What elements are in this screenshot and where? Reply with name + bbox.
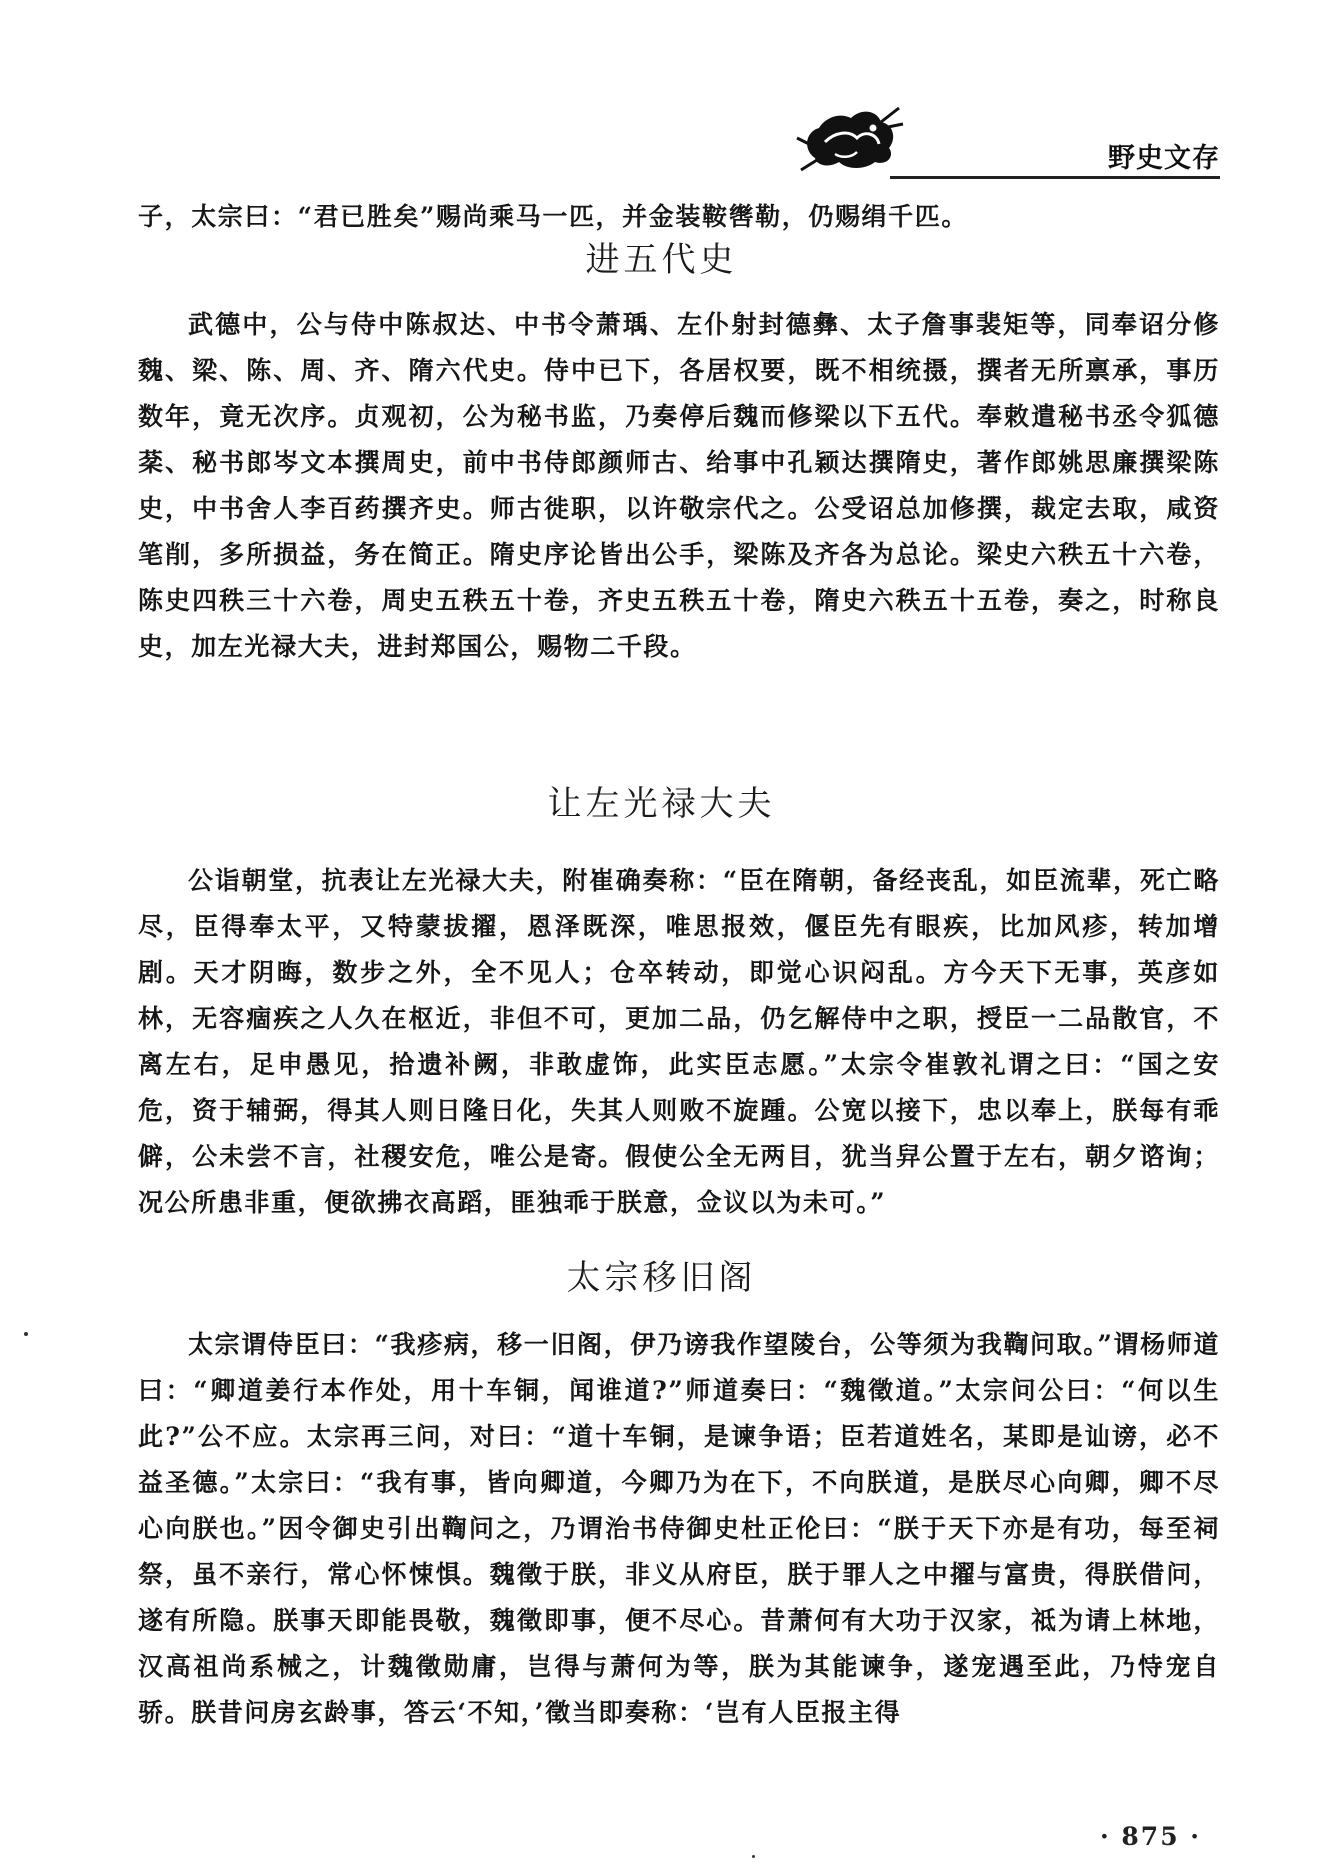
page-header [795,98,1220,180]
section-body: 太宗谓侍臣曰：“我疹病，移一旧阁，伊乃谤我作望陵台，公等须为我鞫问取。”谓杨师道曰：“卿道姜行本作处，用十车铜，闻谁道?”师道奏曰：“魏徵道。”太宗问公曰：“何以生此?”公不应。太宗再三问，对曰：“道十车铜，是谏争语；臣若道姓名，某即是讪谤，必不益圣德。”太宗曰：“我有事，皆向卿道，今卿乃为在下，不向朕道，是朕尽心向卿，卿不尽心向朕也。”因令御史引出鞫问之，乃谓治书侍御史杜正伦曰：“朕于天下亦是有功，每至祠祭，虽不亲行，常心怀悚惧。魏徵于朕，非义从府臣，朕于罪人之中擢与富贵，得朕借问，遂有所隐。朕事天即能畏敬，魏徵即事，便不尽心。昔萧何有大功于汉家，祗为请上林地，汉高祖尚系械之，计魏徵勋庸，岂得与萧何为等，朕为其能谏争，遂宠遇至此，乃恃宠自骄。朕昔问房玄龄事，答云‘不知，’徵当即奏称：‘岂有人臣报主得 [138,1330,1220,1727]
page-number: · 875 · [1100,1822,1201,1851]
section-heading: 让左光禄大夫 [547,784,776,824]
section-heading: 进五代史 [585,240,738,280]
continuation-paragraph: 子，太宗曰：“君已胜矣”赐尚乘马一匹，并金装鞍辔勒，仍赐绢千匹。 [138,202,968,231]
section-body: 武德中，公与侍中陈叔达、中书令萧瑀、左仆射封德彝、太子詹事裴矩等，同奉诏分修魏、梁、陈、周、齐、隋六代史。侍中已下，各居权要，既不相统摄，撰者无所禀承，事历数年，竟无次序。贞观初，公为秘书监，乃奏停后魏而修梁以下五代。奉敕遣秘书丞令狐德棻、秘书郎岑文本撰周史，前中书侍郎颜师古、给事中孔颖达撰隋史，著作郎姚思廉撰梁陈史，中书舍人李百药撰齐史。师古徙职，以许敬宗代之。公受诏总加修撰，裁定去取，咸资笔削，多所损益，务在简正。隋史序论皆出公手，梁陈及齐各为总论。梁史六秩五十六卷，陈史四秩三十六卷，周史五秩五十卷，齐史五秩五十卷，隋史六秩五十五卷，奏之，时称良史，加左光禄大夫，进封郑国公，赐物二千段。 [138,310,1220,661]
scan-speck [752,1855,755,1858]
running-head-title: 野史文存 [1108,143,1220,174]
section-heading: 太宗移旧阁 [566,1258,757,1298]
scan-speck [24,1332,28,1336]
dragon-emblem-icon [795,98,905,176]
header-rule [890,176,1220,179]
section-body: 公诣朝堂，抗表让左光禄大夫，附崔确奏称：“臣在隋朝，备经丧乱，如臣流辈，死亡略尽，臣得奉太平，又特蒙拔擢，恩泽既深，唯思报效，偃臣先有眼疾，比加风疹，转加增剧。天才阴晦，数步之外，全不见人；仓卒转动，即觉心识闷乱。方今天下无事，英彦如林，无容痼疾之人久在枢近，非但不可，更加二品，仍乞解侍中之职，授臣一二品散官，不离左右，足申愚见，拾遗补阙，非敢虚饰，此实臣志愿。”太宗令崔敦礼谓之曰：“国之安危，资于辅弼，得其人则日隆日化，失其人则败不旋踵。公宽以接下，忠以奉上，朕每有乖僻，公未尝不言，社稷安危，唯公是寄。假使公全无两目，犹当舁公置于左右，朝夕谘询；况公所患非重，便欲拂衣高蹈，匪独乖于朕意，佥议以为未可。” [138,866,1220,1217]
